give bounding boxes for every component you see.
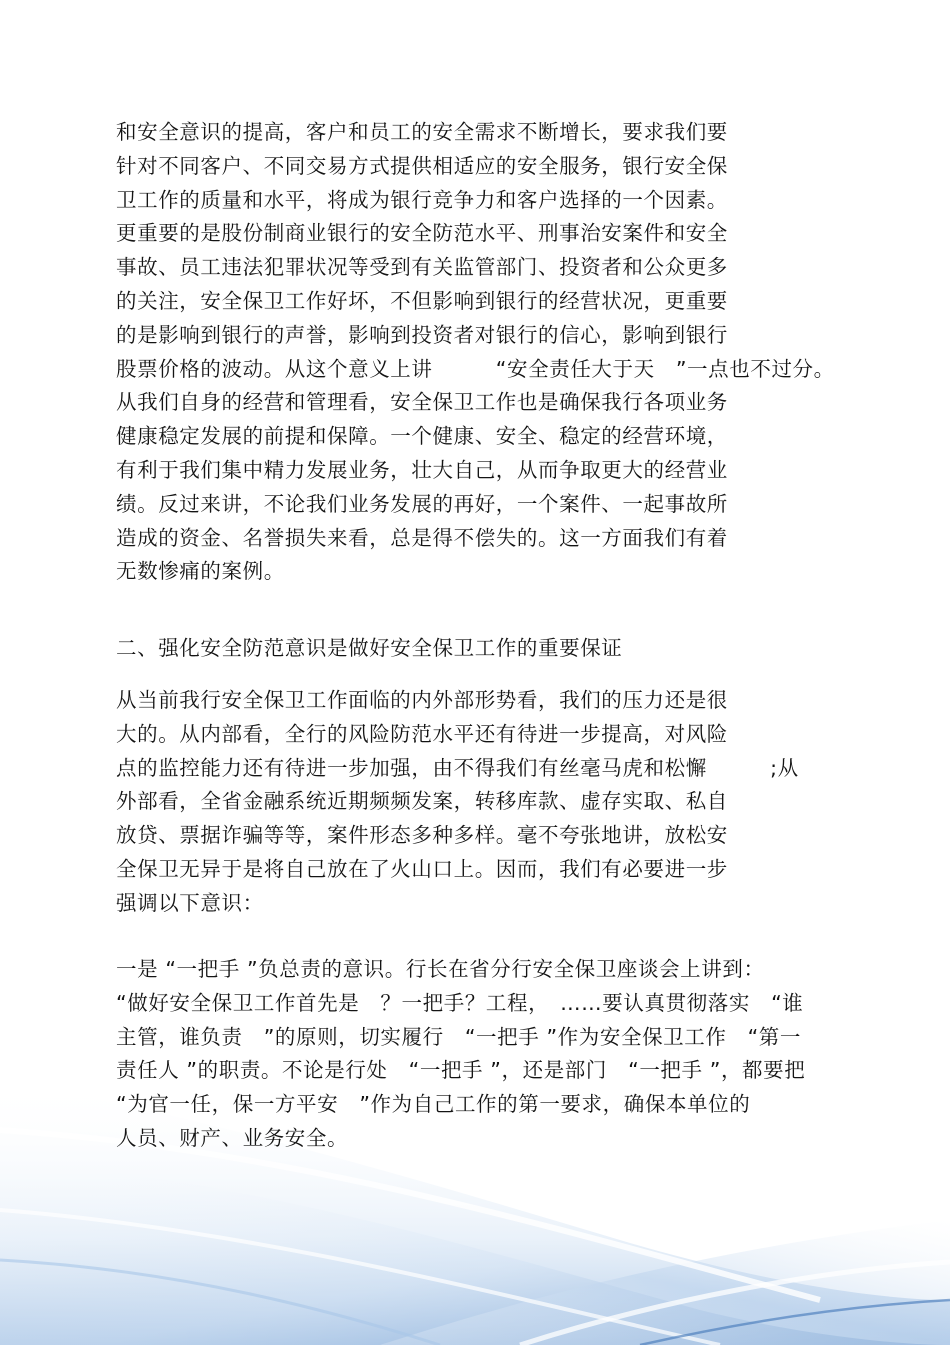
text-line: 和安全意识的提高，客户和员工的安全需求不断增长，要求我们要	[116, 120, 728, 144]
text-line: 事故、员工违法犯罪状况等受到有关监管部门、投资者和公众更多	[116, 255, 728, 280]
text-line: 大的。从内部看，全行的风险防范水平还有待进一步提高，对风险	[116, 721, 728, 746]
text-line: 全保卫无异于是将自己放在了火山口上。因而，我们有必要进一步	[116, 857, 728, 881]
text-line: 从当前我行安全保卫工作面临的内外部形势看，我们的压力还是很	[116, 688, 728, 712]
text-line: 股票价格的波动。从这个意义上讲 “安全责任大于天 ”一点也不过分。	[116, 356, 835, 381]
text-line: 卫工作的质量和水平，将成为银行竞争力和客户选择的一个因素。	[116, 187, 728, 212]
text-line: 更重要的是股份制商业银行的安全防范水平、刑事治安案件和安全	[116, 221, 728, 246]
text-line: 放贷、票据诈骗等等，案件形态多种多样。毫不夸张地讲，放松安	[116, 823, 728, 848]
text-line: 的关注，安全保卫工作好坏，不但影响到银行的经营状况，更重要	[116, 289, 728, 313]
text-line: 责任人 ”的职责。不论是行处 “一把手 ”，还是部门 “一把手 ”，都要把	[116, 1058, 806, 1083]
text-line: 一是 “一把手 ”负总责的意识。行长在省分行安全保卫座谈会上讲到：	[116, 957, 765, 981]
text-line: 从我们自身的经营和管理看，安全保卫工作也是确保我行各项业务	[116, 390, 728, 415]
text-line: 造成的资金、名誉损失来看，总是得不偿失的。这一方面我们有着	[116, 525, 728, 550]
text-line: 绩。反过来讲，不论我们业务发展的再好，一个案件、一起事故所	[116, 491, 728, 516]
text-line: 外部看，全省金融系统近期频频发案，转移库款、虚存实取、私自	[116, 789, 728, 814]
text-line: 的是影响到银行的声誉，影响到投资者对银行的信心，影响到银行	[116, 322, 728, 347]
text-line: 人员、财产、业务安全。	[116, 1126, 349, 1150]
text-line: 有利于我们集中精力发展业务，壮大自己，从而争取更大的经营业	[116, 458, 728, 482]
text-line: 无数惨痛的案例。	[116, 559, 285, 584]
text-line: 针对不同客户、不同交易方式提供相适应的安全服务，银行安全保	[116, 153, 728, 178]
text-line: 点的监控能力还有待进一步加强，由不得我们有丝毫马虎和松懈 ;从	[116, 755, 799, 780]
text-line: 主管，谁负责 ”的原则，切实履行 “一把手 ”作为安全保卫工作 “第一	[116, 1024, 801, 1049]
text-line: “做好安全保卫工作首先是 ？一把手？工程， ……要认真贯彻落实 “谁	[116, 990, 804, 1015]
text-line: 强调以下意识：	[116, 890, 264, 915]
text-line: “为官一任，保一方平安 ”作为自己工作的第一要求，确保本单位的	[116, 1092, 751, 1117]
text-line: 健康稳定发展的前提和保障。一个健康、安全、稳定的经营环境，	[116, 424, 728, 449]
text-line: 二、强化安全防范意识是做好安全保卫工作的重要保证	[116, 636, 623, 660]
